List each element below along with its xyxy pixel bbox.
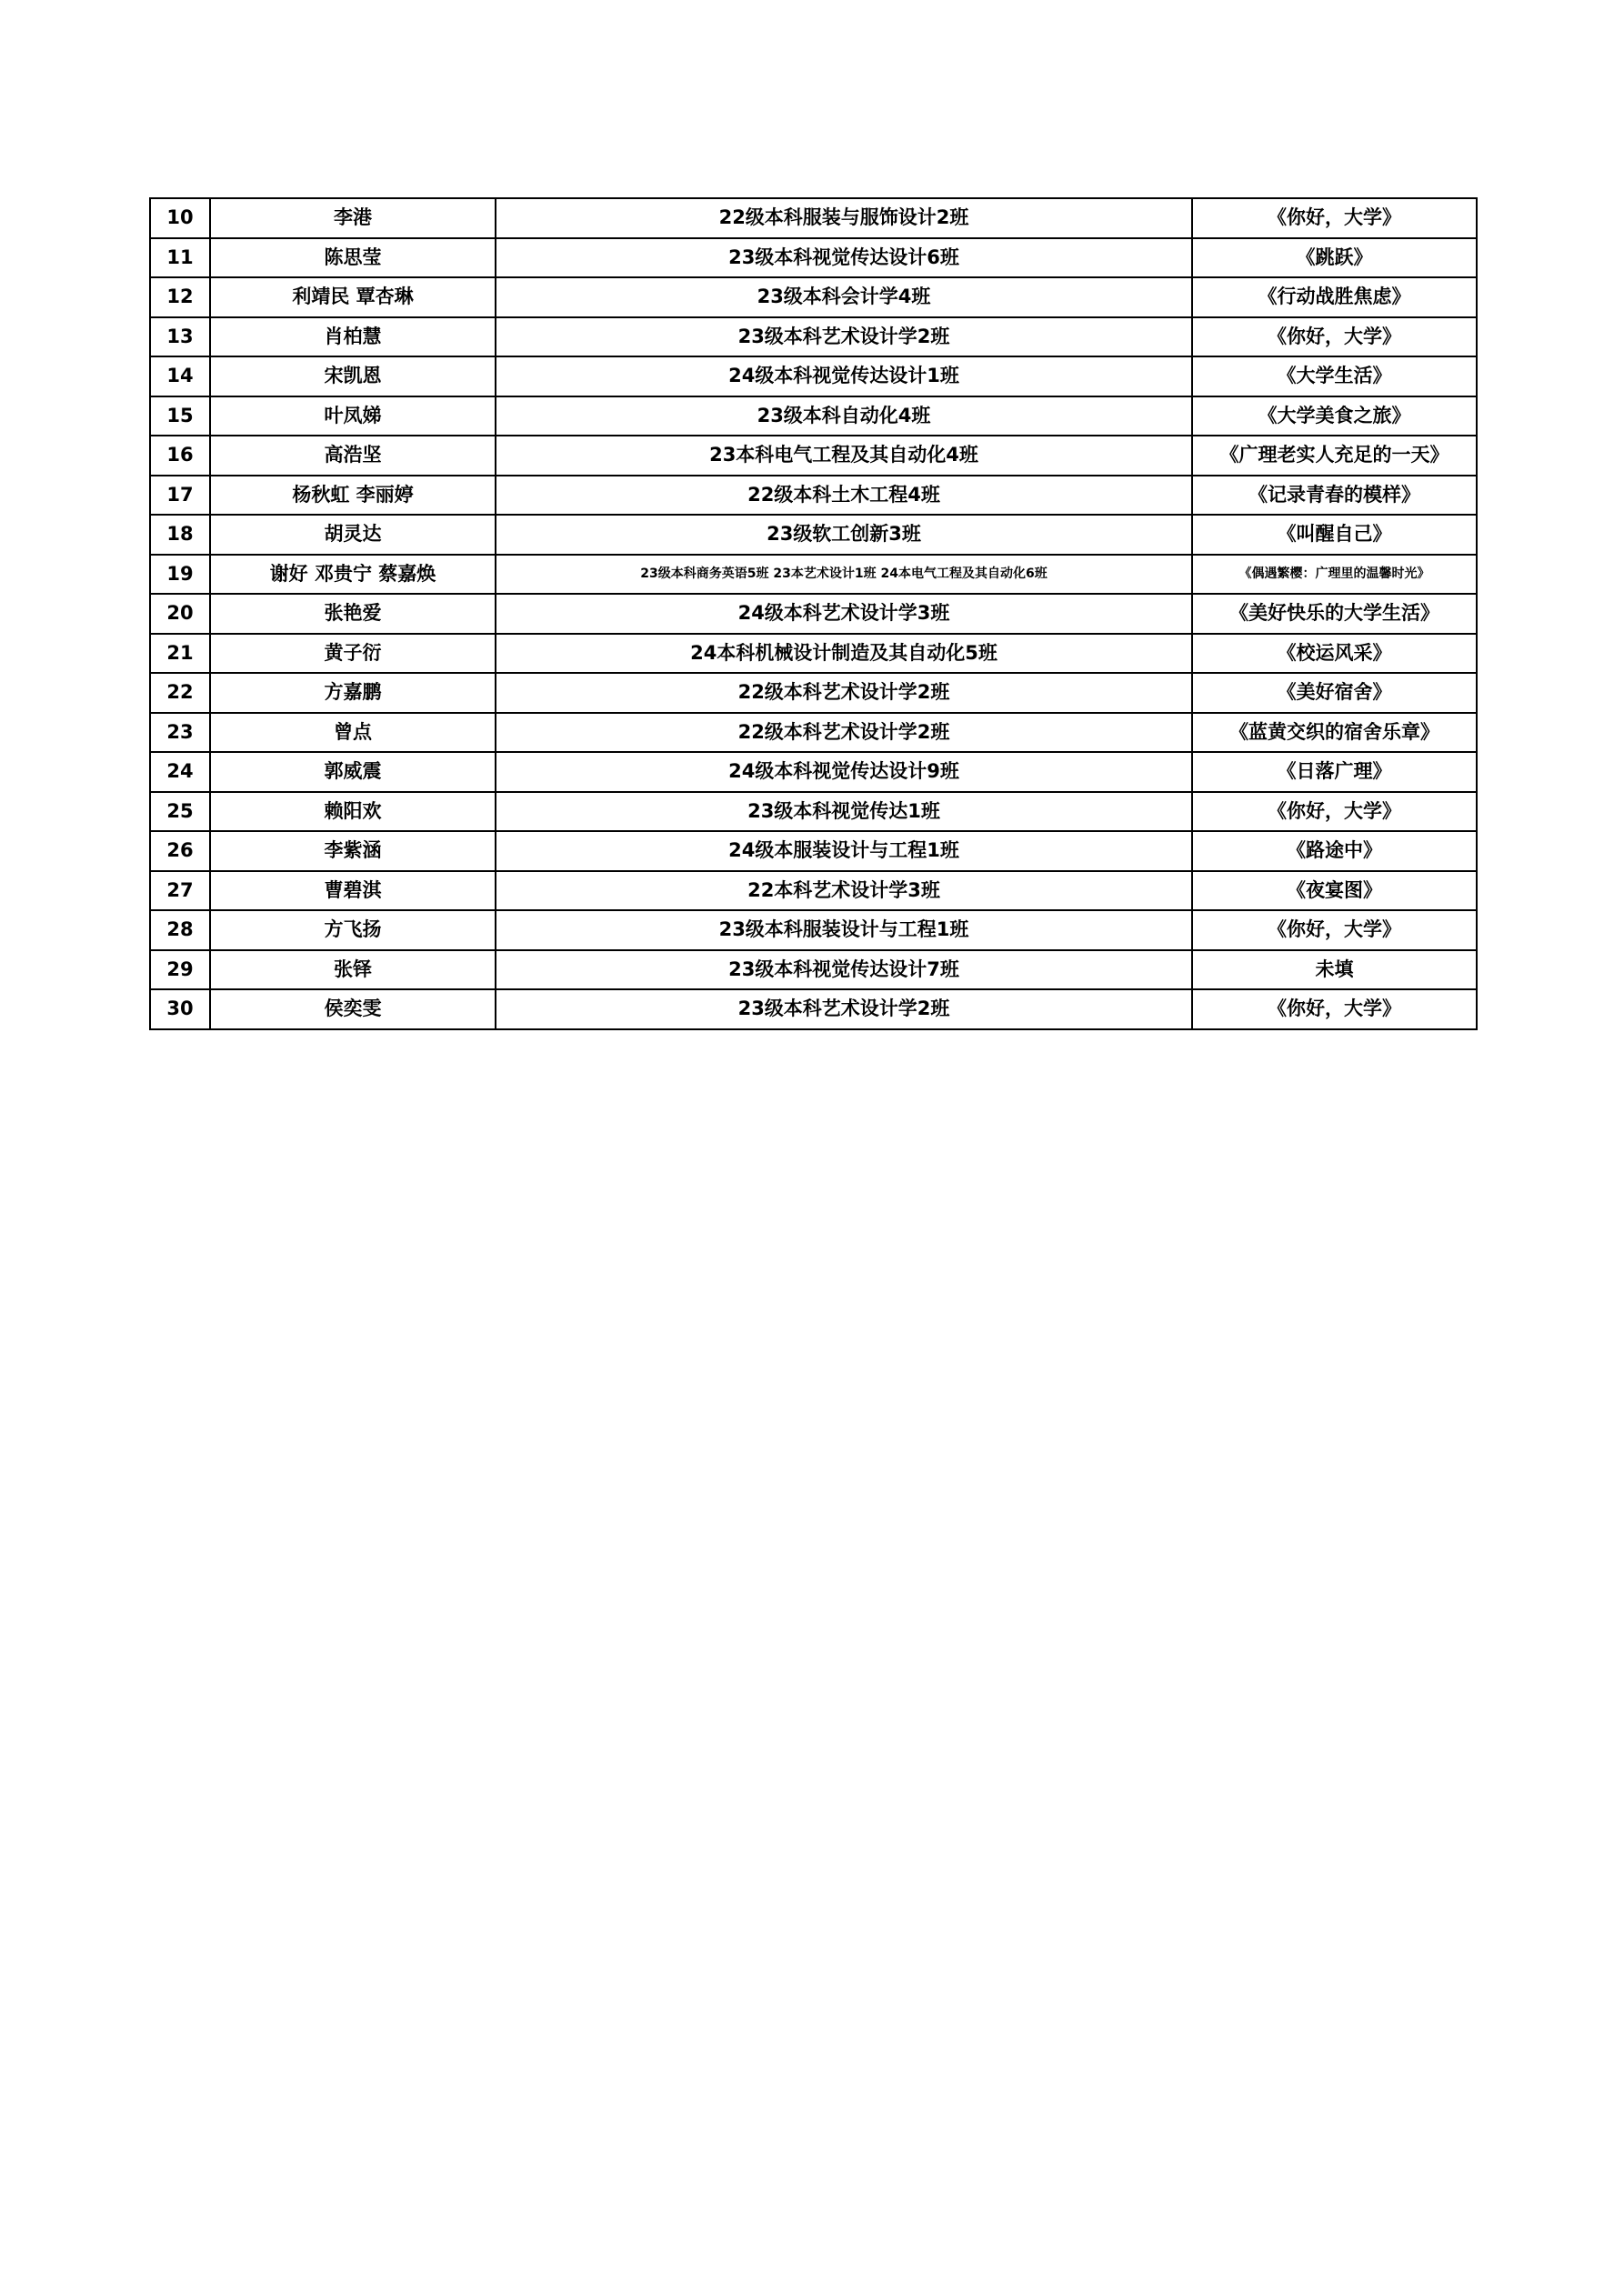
- row-number: 22: [150, 673, 210, 713]
- student-name: 赖阳欢: [210, 792, 496, 832]
- work-title: 《跳跃》: [1192, 238, 1477, 278]
- row-number: 29: [150, 950, 210, 990]
- row-number: 27: [150, 871, 210, 911]
- work-title: 《行动战胜焦虑》: [1192, 277, 1477, 317]
- class-name: 22级本科艺术设计学2班: [496, 713, 1192, 753]
- table-row: [150, 356, 1477, 396]
- row-number: 30: [150, 989, 210, 1029]
- roster-table: [149, 197, 1478, 1030]
- student-name: 高浩坚: [210, 436, 496, 476]
- table-row: [150, 871, 1477, 911]
- class-name: 22级本科土木工程4班: [496, 476, 1192, 516]
- work-title: 《美好宿舍》: [1192, 673, 1477, 713]
- row-number: 21: [150, 634, 210, 674]
- table-row: [150, 317, 1477, 357]
- student-name: 张艳爱: [210, 594, 496, 634]
- table-row: [150, 277, 1477, 317]
- class-name: 24级本科艺术设计学3班: [496, 594, 1192, 634]
- class-name: 23级本科商务英语5班 23本艺术设计1班 24本电气工程及其自动化6班: [496, 555, 1192, 595]
- table-row: [150, 831, 1477, 871]
- class-name: 23级软工创新3班: [496, 515, 1192, 555]
- student-name: 张铎: [210, 950, 496, 990]
- work-title: 《夜宴图》: [1192, 871, 1477, 911]
- row-number: 17: [150, 476, 210, 516]
- table-row: [150, 594, 1477, 634]
- class-name: 22本科艺术设计学3班: [496, 871, 1192, 911]
- student-name: 杨秋虹 李丽婷: [210, 476, 496, 516]
- work-title: 《偶遇繁樱：广理里的温馨时光》: [1192, 555, 1477, 595]
- student-name: 利靖民 覃杏琳: [210, 277, 496, 317]
- work-title: 《美好快乐的大学生活》: [1192, 594, 1477, 634]
- row-number: 24: [150, 752, 210, 792]
- student-name: 宋凯恩: [210, 356, 496, 396]
- work-title: 《校运风采》: [1192, 634, 1477, 674]
- work-title: 未填: [1192, 950, 1477, 990]
- class-name: 23级本科艺术设计学2班: [496, 317, 1192, 357]
- student-name: 黄子衍: [210, 634, 496, 674]
- work-title: 《大学美食之旅》: [1192, 396, 1477, 436]
- student-name: 侯奕雯: [210, 989, 496, 1029]
- row-number: 25: [150, 792, 210, 832]
- class-name: 24级本服装设计与工程1班: [496, 831, 1192, 871]
- class-name: 22级本科服装与服饰设计2班: [496, 198, 1192, 238]
- table-row: [150, 555, 1477, 595]
- work-title: 《广理老实人充足的一天》: [1192, 436, 1477, 476]
- work-title: 《路途中》: [1192, 831, 1477, 871]
- table-row: [150, 634, 1477, 674]
- work-title: 《你好，大学》: [1192, 792, 1477, 832]
- work-title: 《大学生活》: [1192, 356, 1477, 396]
- student-name: 谢好 邓贵宁 蔡嘉焕: [210, 555, 496, 595]
- table-row: [150, 476, 1477, 516]
- student-name: 李紫涵: [210, 831, 496, 871]
- student-name: 方嘉鹏: [210, 673, 496, 713]
- table-row: [150, 792, 1477, 832]
- table-row: [150, 752, 1477, 792]
- work-title: 《日落广理》: [1192, 752, 1477, 792]
- table-row: [150, 713, 1477, 753]
- table-row: [150, 198, 1477, 238]
- class-name: 24本科机械设计制造及其自动化5班: [496, 634, 1192, 674]
- row-number: 19: [150, 555, 210, 595]
- table-row: [150, 673, 1477, 713]
- class-name: 24级本科视觉传达设计9班: [496, 752, 1192, 792]
- work-title: 《叫醒自己》: [1192, 515, 1477, 555]
- row-number: 10: [150, 198, 210, 238]
- class-name: 23本科电气工程及其自动化4班: [496, 436, 1192, 476]
- row-number: 11: [150, 238, 210, 278]
- work-title: 《你好，大学》: [1192, 989, 1477, 1029]
- row-number: 26: [150, 831, 210, 871]
- class-name: 23级本科视觉传达设计7班: [496, 950, 1192, 990]
- table-row: [150, 910, 1477, 950]
- table-row: [150, 396, 1477, 436]
- row-number: 14: [150, 356, 210, 396]
- row-number: 16: [150, 436, 210, 476]
- class-name: 23级本科服装设计与工程1班: [496, 910, 1192, 950]
- student-name: 郭威震: [210, 752, 496, 792]
- student-name: 陈思莹: [210, 238, 496, 278]
- row-number: 13: [150, 317, 210, 357]
- class-name: 24级本科视觉传达设计1班: [496, 356, 1192, 396]
- table-row: [150, 436, 1477, 476]
- student-name: 李港: [210, 198, 496, 238]
- row-number: 18: [150, 515, 210, 555]
- student-name: 曾点: [210, 713, 496, 753]
- table-row: [150, 238, 1477, 278]
- class-name: 23级本科视觉传达设计6班: [496, 238, 1192, 278]
- work-title: 《你好，大学》: [1192, 910, 1477, 950]
- row-number: 12: [150, 277, 210, 317]
- student-name: 叶凤娣: [210, 396, 496, 436]
- work-title: 《你好，大学》: [1192, 198, 1477, 238]
- row-number: 23: [150, 713, 210, 753]
- class-name: 23级本科会计学4班: [496, 277, 1192, 317]
- row-number: 28: [150, 910, 210, 950]
- row-number: 15: [150, 396, 210, 436]
- work-title: 《记录青春的模样》: [1192, 476, 1477, 516]
- student-name: 胡灵达: [210, 515, 496, 555]
- row-number: 20: [150, 594, 210, 634]
- table-row: [150, 989, 1477, 1029]
- student-name: 方飞扬: [210, 910, 496, 950]
- work-title: 《蓝黄交织的宿舍乐章》: [1192, 713, 1477, 753]
- class-name: 23级本科视觉传达1班: [496, 792, 1192, 832]
- table-row: [150, 950, 1477, 990]
- table-row: [150, 515, 1477, 555]
- class-name: 23级本科艺术设计学2班: [496, 989, 1192, 1029]
- class-name: 22级本科艺术设计学2班: [496, 673, 1192, 713]
- work-title: 《你好，大学》: [1192, 317, 1477, 357]
- student-name: 肖柏慧: [210, 317, 496, 357]
- student-name: 曹碧淇: [210, 871, 496, 911]
- class-name: 23级本科自动化4班: [496, 396, 1192, 436]
